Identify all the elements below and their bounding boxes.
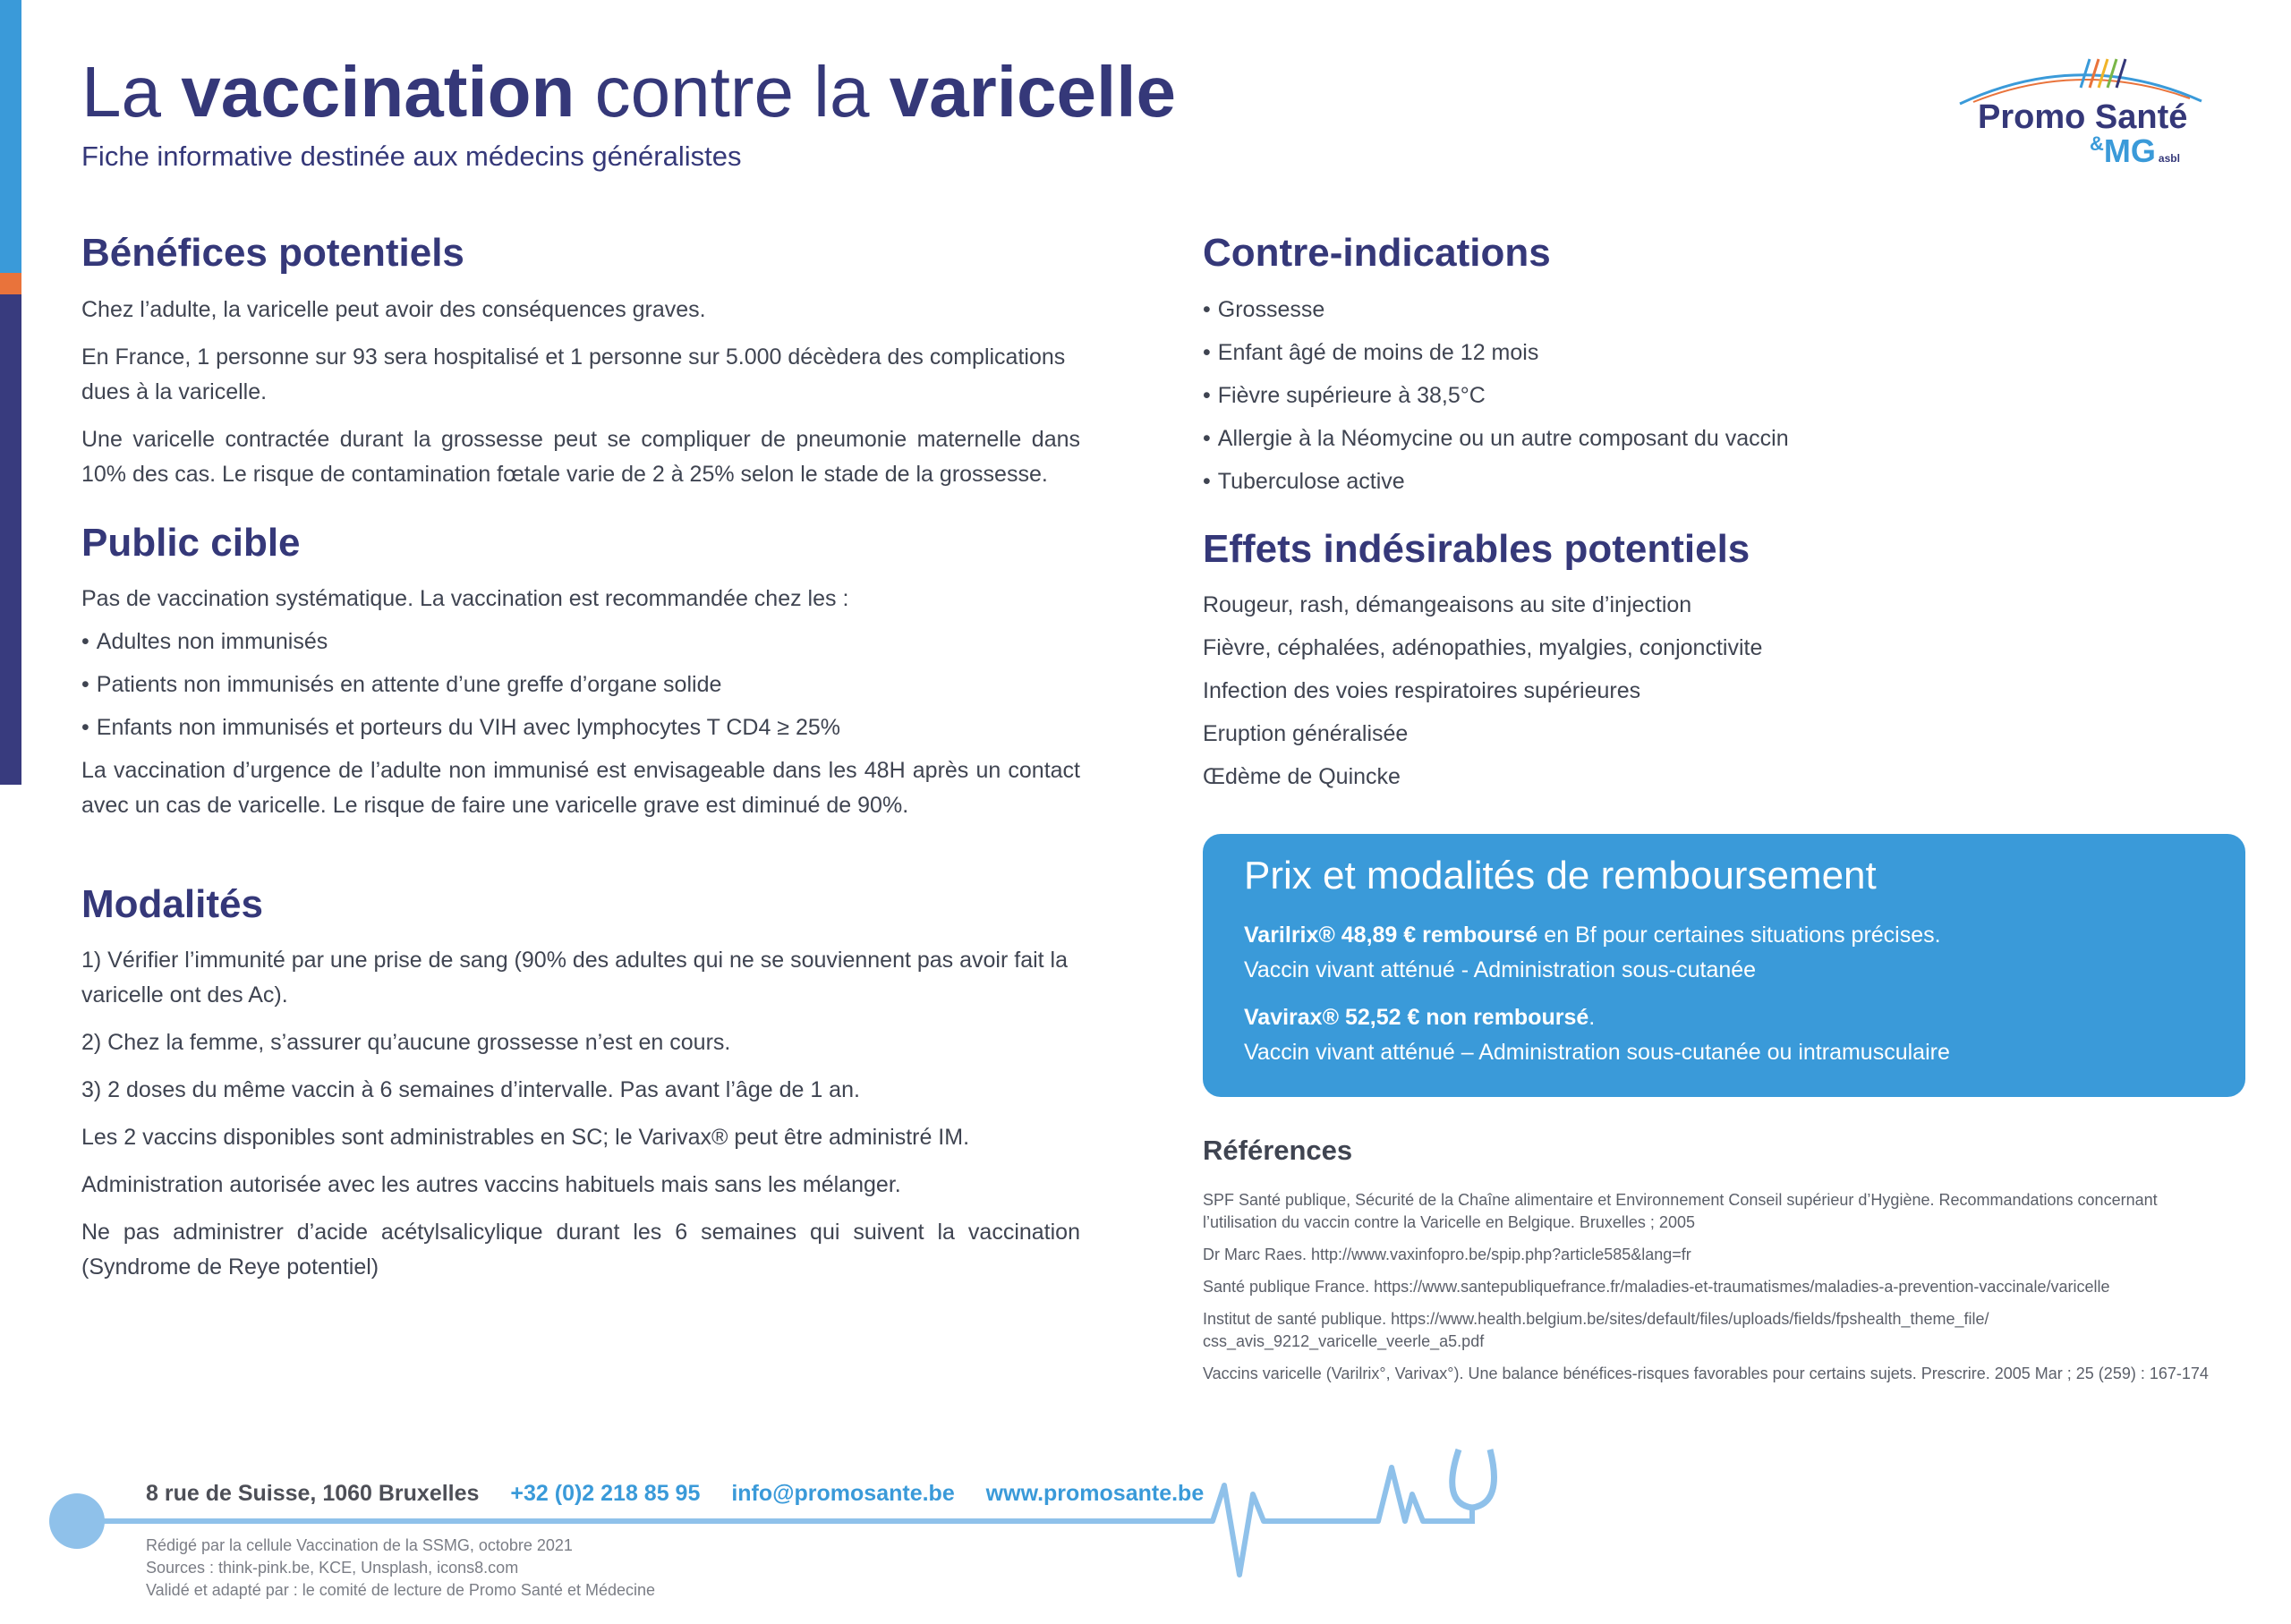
reference-item: Santé publique France. https://www.santepubliquefrance.fr/maladies-et-traumatismes/maladies-a-prevention-vaccinale/varicelle [1203,1278,2110,1296]
list-item: Œdème de Quincke [1203,764,1401,789]
prix-heading: Prix et modalités de remboursement [1244,854,1877,897]
public-cible-section [81,582,1080,836]
benefices-heading: Bénéfices potentiels [81,231,464,275]
logo-amp: & [2090,132,2104,155]
contre-indications-heading: Contre-indications [1203,231,1551,275]
varivax-price: Vavirax® 52,52 € non remboursé [1244,1005,1589,1030]
footer-credit-line: Validé et adapté par : le comité de lecture de Promo Santé et Médecine [146,1581,656,1599]
benefices-paragraph: En France, 1 personne sur 93 sera hospitalisé et 1 personne sur 5.000 décèdera des complications dues à la varicelle. [81,344,1066,404]
footer-website[interactable]: www.promosante.be [985,1481,1205,1506]
public-cible-heading: Public cible [81,521,301,565]
list-item: • Adultes non immunisés [81,625,1080,659]
modalites-paragraph: 2) Chez la femme, s’assurer qu’aucune grossesse n’est en cours. [81,1030,731,1055]
logo-mg [2090,132,2180,170]
reference-item: Dr Marc Raes. http://www.vaxinfopro.be/spip.php?article585&lang=fr [1203,1246,1691,1263]
effets-heading: Effets indésirables potentiels [1203,527,1750,571]
footer-phone[interactable]: +32 (0)2 218 85 95 [510,1481,701,1506]
edge-bar-blue [0,0,21,273]
varilrix-price: Varilrix® 48,89 € remboursé [1244,923,1538,948]
modalites-paragraph: Ne pas administrer d’acide acétylsalicylique durant les 6 semaines qui suivent la vaccination (Syndrome de Reye potentiel) [81,1220,1080,1280]
list-item: • Fièvre supérieure à 38,5°C [1203,378,2232,413]
edge-bar-orange [0,273,21,294]
references-list [1203,1189,2232,1395]
list-item: • Patients non immunisés en attente d’une greffe d’organe solide [81,667,1080,702]
modalites-paragraph: Les 2 vaccins disponibles sont administrables en SC; le Varivax® peut être administré IM. [81,1125,970,1150]
modalites-paragraph: 3) 2 doses du même vaccin à 6 semaines d’intervalle. Pas avant l’âge de 1 an. [81,1077,860,1102]
logo-arc-icon [1955,52,2206,106]
varilrix-detail: en Bf pour certaines situations précises. [1537,923,1941,948]
public-cible-closing: La vaccination d’urgence de l’adulte non immunisé est envisageable dans les 48H après un contact avec un cas de varicelle. Le risque de faire une varicelle grave est diminué de 90%. [81,758,1080,818]
benefices-paragraph: Chez l’adulte, la varicelle peut avoir des conséquences graves. [81,297,706,322]
title-bold-varicelle: varicelle [889,52,1176,132]
footer-dot-icon [49,1493,105,1549]
list-item: Fièvre, céphalées, adénopathies, myalgies, conjonctivite [1203,635,1763,660]
page-subtitle: Fiche informative destinée aux médecins généralistes [81,140,742,172]
modalites-heading: Modalités [81,882,263,926]
reference-item: Institut de santé publique. https://www.health.belgium.be/sites/default/files/uploads/fields/fpshealth_theme_file/ css_avis_9212_varicelle_veerle_a5.pdf [1203,1310,1989,1350]
footer-address: 8 rue de Suisse, 1060 Bruxelles [146,1481,480,1506]
edge-bar-navy [0,294,21,785]
list-item: • Enfants non immunisés et porteurs du VIH avec lymphocytes T CD4 ≥ 25% [81,710,1080,745]
benefices-section [81,293,1080,505]
list-item: • Tuberculose active [1203,464,2232,499]
references-heading: Références [1203,1135,1353,1166]
list-item: • Grossesse [1203,293,2232,327]
benefices-paragraph: Une varicelle contractée durant la grossesse peut se compliquer de pneumonie maternelle dans 10% des cas. Le risque de contamination fœtale varie de 2 à 25% selon le stade de la grossesse. [81,427,1080,487]
varivax-detail: . [1588,1005,1596,1030]
promo-sante-logo [1955,52,2206,177]
list-item: Infection des voies respiratoires supérieures [1203,678,1641,703]
modalites-paragraph: 1) Vérifier l’immunité par une prise de sang (90% des adultes qui ne se souviennent pas avoir fait la varicelle ont des Ac). [81,948,1069,1008]
footer-credits [146,1535,655,1602]
page-title [81,49,1176,135]
modalites-section [81,943,1080,1297]
footer-contact [146,1481,1229,1507]
effets-section [1203,588,2232,803]
title-part: La [81,52,182,132]
title-part: contre la [575,52,890,132]
footer-credit-line: Sources : think-pink.be, KCE, Unsplash, icons8.com [146,1559,519,1577]
public-cible-list [81,625,1080,745]
public-cible-intro: Pas de vaccination systématique. La vaccination est recommandée chez les : [81,586,849,611]
title-bold-vaccination: vaccination [181,52,575,132]
list-item: • Allergie à la Néomycine ou un autre composant du vaccin [1203,421,2232,456]
stethoscope-icon [1452,1450,1495,1508]
footer-email[interactable]: info@promosante.be [731,1481,955,1506]
varilrix-sub: Vaccin vivant atténué - Administration sous-cutanée [1244,957,1757,982]
varivax-sub: Vaccin vivant atténué – Administration sous-cutanée ou intramusculaire [1244,1040,1950,1065]
prix-box [1203,834,2245,1097]
logo-asbl: asbl [2158,152,2180,165]
list-item: Eruption généralisée [1203,721,1409,746]
footer-credit-line: Rédigé par la cellule Vaccination de la SSMG, octobre 2021 [146,1536,573,1554]
reference-item: SPF Santé publique, Sécurité de la Chaîne alimentaire et Environnement Conseil supérieur d’Hygiène. Recommandations concernant l’utilisation du vaccin contre la Varicelle en Belgique. Bruxelles ; 2005 [1203,1191,2158,1231]
list-item: • Enfant âgé de moins de 12 mois [1203,336,2232,370]
effets-list [1203,588,2232,795]
varilrix-line [1244,918,1941,953]
contre-indications-list [1203,293,2232,499]
list-item: Rougeur, rash, démangeaisons au site d’injection [1203,592,1692,617]
reference-item: Vaccins varicelle (Varilrix°, Varivax°). Une balance bénéfices-risques favorables pour certains sujets. Prescrire. 2005 Mar ; 25 (259) : 167-174 [1203,1365,2209,1382]
varivax-line [1244,1000,1595,1035]
logo-name: Promo Santé [1978,98,2188,136]
logo-mg-text: MG [2103,132,2156,169]
contre-indications-section [1203,293,2232,507]
modalites-paragraph: Administration autorisée avec les autres vaccins habituels mais sans les mélanger. [81,1172,901,1197]
